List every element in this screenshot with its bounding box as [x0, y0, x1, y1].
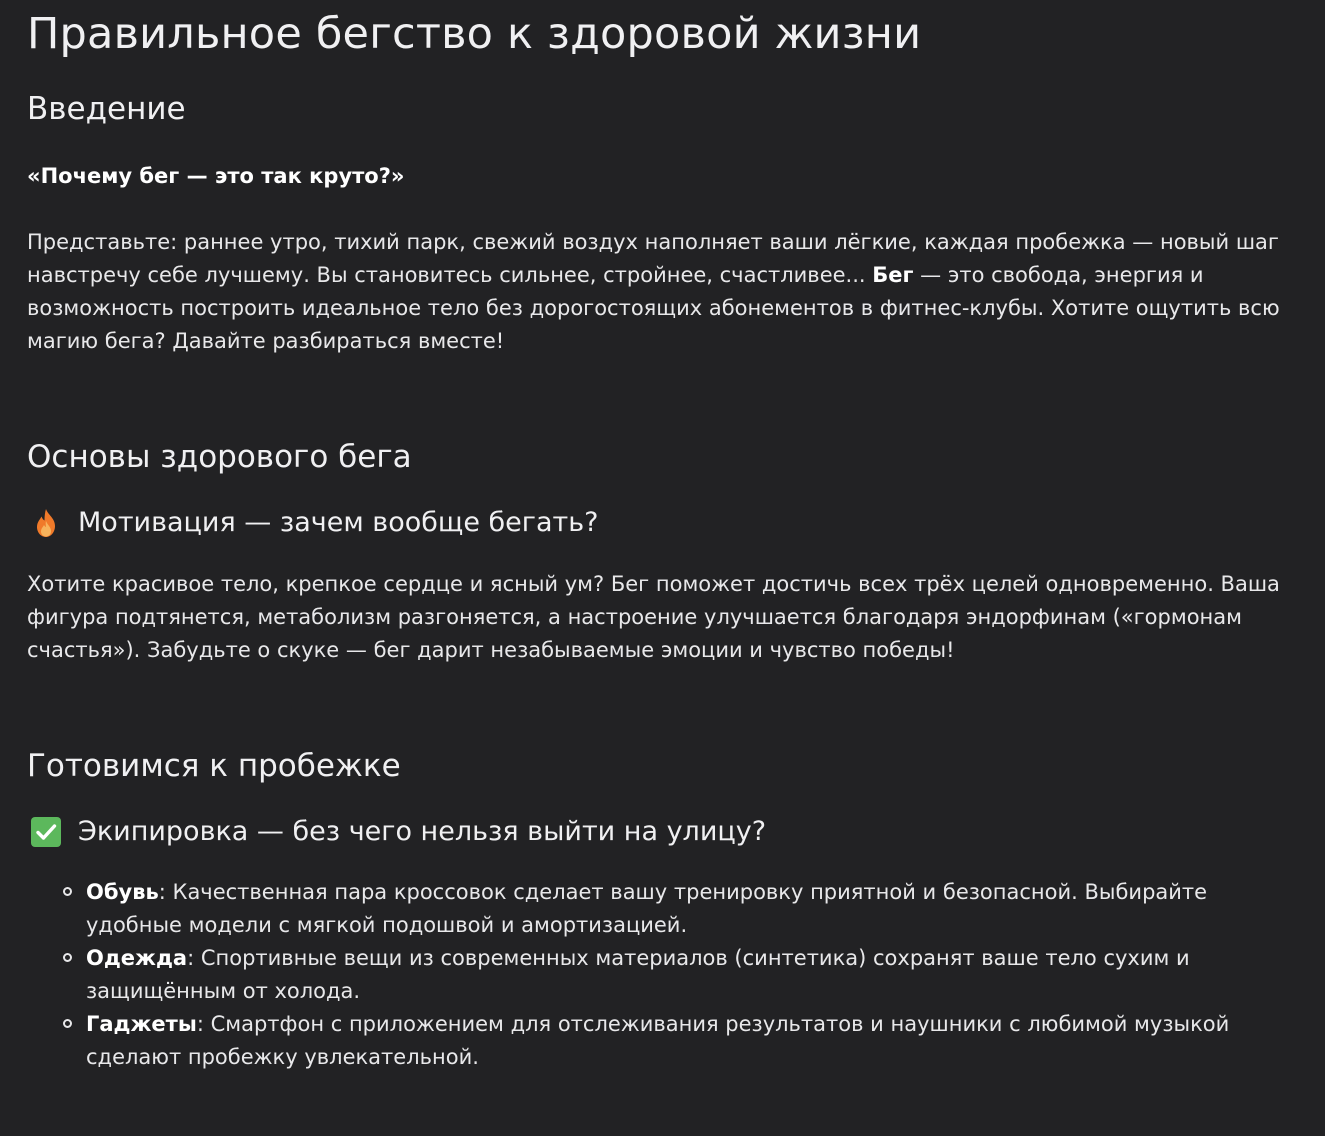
bullet-icon [63, 953, 72, 962]
intro-subtitle-text: «Почему бег — это так круто?» [27, 164, 405, 188]
gear-item-term: Гаджеты [86, 1012, 197, 1036]
check-mark-button-icon [30, 816, 62, 848]
intro-subtitle [27, 160, 1285, 193]
gear-list [27, 876, 1285, 1074]
preparation-heading: Готовимся к пробежке [27, 748, 401, 784]
intro-text-part-1: Представьте: раннее утро, тихий парк, свежий воздух наполняет ваши лёгкие, каждая пробежка — новый шаг навстречу себе лучшему. Вы становитесь сильнее, стройнее, счастливее... [27, 230, 1279, 287]
bullet-icon [63, 887, 72, 896]
intro-text-part-2: — это свобода, энергия и возможность построить идеальное тело без дорогостоящих абонементов в фитнес-клубы. Хотите ощутить всю магию бега? Давайте разбираться вместе! [27, 263, 1280, 353]
motivation-heading [27, 505, 1285, 541]
list-item [86, 942, 1285, 1008]
gear-item-term: Одежда [86, 946, 188, 970]
gear-item-text: : Смартфон с приложением для отслеживания результатов и наушники с любимой музыкой сделают пробежку увлекательной. [86, 1012, 1230, 1069]
page-title: Правильное бегство к здоровой жизни [27, 9, 922, 59]
intro-heading: Введение [27, 91, 186, 127]
gear-item-term: Обувь [86, 880, 159, 904]
motivation-paragraph: Хотите красивое тело, крепкое сердце и ясный ум? Бег поможет достичь всех трёх целей одновременно. Ваша фигура подтянется, метаболизм разгоняется, а настроение улучшается благодаря эндорфинам («гормонам счастья»). Забудьте о скуке — бег дарит незабываемые эмоции и чувство победы! [27, 572, 1280, 662]
gear-item-text: : Качественная пара кроссовок сделает вашу тренировку приятной и безопасной. Выбирайте удобные модели с мягкой подошвой и амортизацией. [86, 880, 1208, 937]
intro-paragraph [27, 226, 1285, 358]
gear-item-text: : Спортивные вещи из современных материалов (синтетика) сохранят ваше тело сухим и защищённым от холода. [86, 946, 1190, 1003]
motivation-heading-text: Мотивация — зачем вообще бегать? [78, 507, 599, 538]
bullet-icon [63, 1019, 72, 1028]
basics-heading: Основы здорового бега [27, 439, 412, 475]
gear-heading-text: Экипировка — без чего нельзя выйти на улицу? [78, 816, 767, 847]
fire-icon [30, 507, 62, 539]
list-item [86, 876, 1285, 942]
list-item [86, 1008, 1285, 1074]
gear-heading [27, 814, 1285, 850]
intro-bold-word: Бег [872, 263, 914, 287]
